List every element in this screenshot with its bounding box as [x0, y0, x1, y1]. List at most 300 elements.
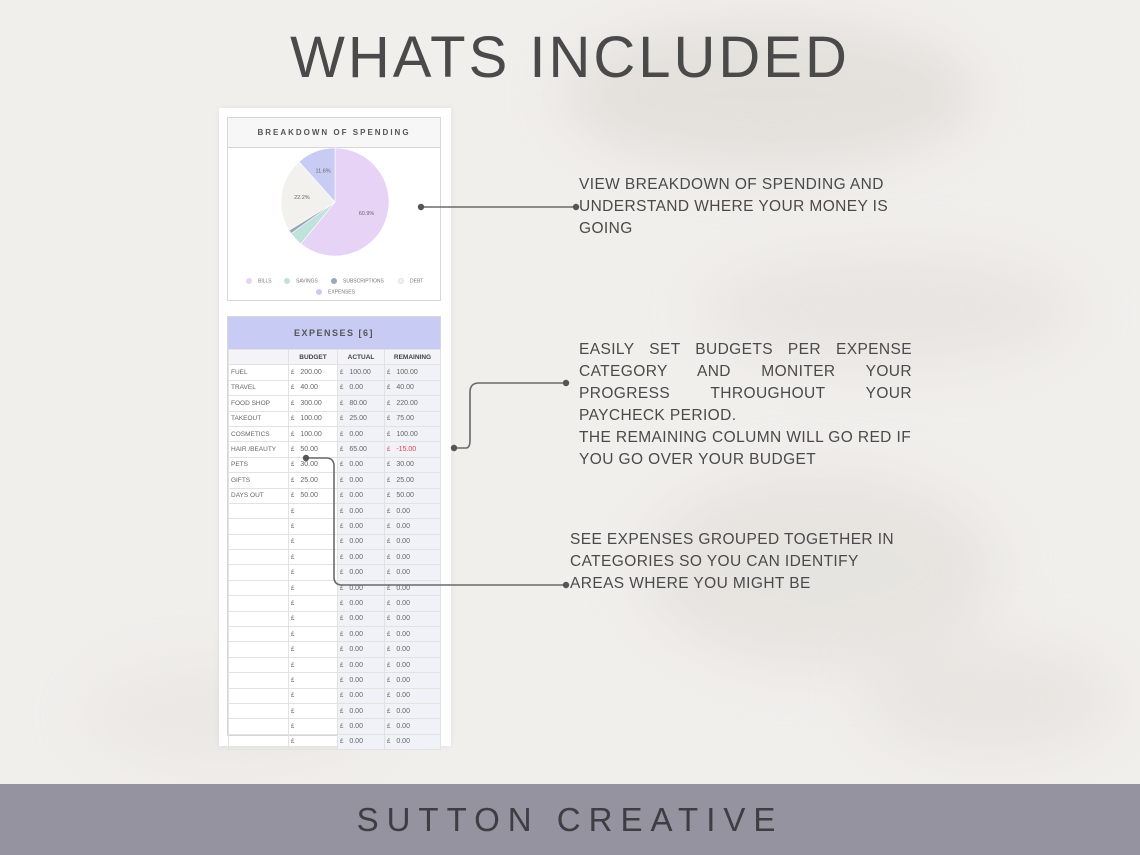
table-row — [229, 396, 441, 411]
currency-symbol: £ — [291, 600, 295, 607]
budget-cell-value: 100.00 — [300, 430, 322, 438]
budget-cell-value: 40.00 — [300, 384, 318, 392]
expense-category-cell-value: FUEL — [231, 369, 248, 377]
page-title: WHATS INCLUDED — [290, 25, 850, 90]
actual-cell[interactable] — [338, 596, 385, 611]
actual-cell[interactable] — [338, 457, 385, 472]
remaining-cell[interactable] — [385, 442, 441, 457]
description-grouped: SEE EXPENSES GROUPED TOGETHER IN CATEGORIES SO YOU CAN IDENTIFY AREAS WHERE YOU MIGHT BE — [570, 531, 895, 592]
currency-symbol: £ — [340, 724, 344, 731]
legend-swatch — [284, 278, 290, 284]
table-row — [229, 719, 441, 734]
remaining-cell[interactable] — [385, 519, 441, 534]
remaining-cell[interactable] — [385, 396, 441, 411]
remaining-cell-value: 0.00 — [396, 646, 410, 654]
legend-swatch — [398, 278, 404, 284]
legend-item-debt: DEBT — [398, 278, 423, 284]
legend-item-expenses: EXPENSES — [316, 289, 355, 295]
actual-cell-value: 0.00 — [349, 430, 363, 438]
budget-cell[interactable] — [289, 411, 338, 426]
currency-symbol: £ — [387, 539, 391, 546]
currency-symbol: £ — [340, 416, 344, 423]
currency-symbol: £ — [387, 616, 391, 623]
expense-category-cell[interactable] — [229, 396, 289, 411]
budget-cell-value: 50.00 — [300, 446, 318, 454]
remaining-cell-value: 0.00 — [396, 738, 410, 746]
actual-cell[interactable] — [338, 627, 385, 642]
table-row — [229, 534, 441, 549]
budget-cell[interactable] — [289, 611, 338, 626]
currency-symbol: £ — [340, 539, 344, 546]
expense-category-cell[interactable] — [229, 565, 289, 580]
budget-cell[interactable] — [289, 673, 338, 688]
currency-symbol: £ — [340, 447, 344, 454]
budget-cell[interactable] — [289, 457, 338, 472]
currency-symbol: £ — [291, 724, 295, 731]
column-header-budget: BUDGET — [289, 350, 338, 365]
table-row — [229, 426, 441, 441]
actual-cell-value: 0.00 — [349, 707, 363, 715]
remaining-cell-value: 220.00 — [396, 399, 418, 407]
currency-symbol: £ — [340, 631, 344, 638]
remaining-cell-value: 0.00 — [396, 615, 410, 623]
remaining-cell[interactable] — [385, 627, 441, 642]
currency-symbol: £ — [340, 462, 344, 469]
currency-symbol: £ — [340, 739, 344, 746]
expense-category-cell[interactable] — [229, 380, 289, 395]
expense-category-cell[interactable] — [229, 473, 289, 488]
actual-cell[interactable] — [338, 642, 385, 657]
currency-symbol: £ — [387, 385, 391, 392]
spreadsheet-preview — [219, 108, 451, 746]
budget-cell[interactable] — [289, 503, 338, 518]
table-row — [229, 488, 441, 503]
budget-cell[interactable] — [289, 734, 338, 749]
expense-category-cell[interactable] — [229, 365, 289, 380]
currency-symbol: £ — [387, 693, 391, 700]
currency-symbol: £ — [387, 631, 391, 638]
currency-symbol: £ — [291, 400, 295, 407]
currency-symbol: £ — [291, 616, 295, 623]
footer-brand: SUTTON CREATIVE — [0, 784, 1140, 855]
table-row — [229, 442, 441, 457]
currency-symbol: £ — [291, 462, 295, 469]
expense-category-cell-value: PETS — [231, 461, 248, 469]
table-row — [229, 565, 441, 580]
remaining-cell[interactable] — [385, 611, 441, 626]
actual-cell[interactable] — [338, 426, 385, 441]
currency-symbol: £ — [387, 708, 391, 715]
expense-category-cell[interactable] — [229, 411, 289, 426]
column-header-remaining: REMAINING — [385, 350, 441, 365]
expense-category-cell[interactable] — [229, 426, 289, 441]
connector-dot — [563, 582, 569, 588]
budget-cell[interactable] — [289, 426, 338, 441]
currency-symbol: £ — [291, 493, 295, 500]
remaining-cell-value: 0.00 — [396, 584, 410, 592]
currency-symbol: £ — [387, 493, 391, 500]
actual-cell[interactable] — [338, 473, 385, 488]
expenses-title: EXPENSES [6] — [228, 317, 440, 349]
currency-symbol: £ — [387, 508, 391, 515]
table-row — [229, 611, 441, 626]
actual-cell-value: 0.00 — [349, 615, 363, 623]
actual-cell-value: 0.00 — [349, 476, 363, 484]
budget-cell-value: 100.00 — [300, 415, 322, 423]
legend-swatch — [331, 278, 337, 284]
expense-category-cell[interactable] — [229, 719, 289, 734]
description-remaining-red: THE REMAINING COLUMN WILL GO RED IF YOU GO OVER YOUR BUDGET — [579, 429, 912, 468]
currency-symbol: £ — [291, 554, 295, 561]
column-header-actual: ACTUAL — [338, 350, 385, 365]
expense-category-cell[interactable] — [229, 442, 289, 457]
currency-symbol: £ — [340, 385, 344, 392]
actual-cell-value: 0.00 — [349, 384, 363, 392]
actual-cell[interactable] — [338, 442, 385, 457]
remaining-cell[interactable] — [385, 365, 441, 380]
remaining-cell-value: 25.00 — [396, 476, 414, 484]
currency-symbol: £ — [340, 508, 344, 515]
expense-category-cell-value: HAIR /BEAUTY — [231, 446, 277, 454]
legend-swatch — [316, 289, 322, 295]
budget-cell[interactable] — [289, 488, 338, 503]
remaining-cell[interactable] — [385, 457, 441, 472]
remaining-cell-value: 0.00 — [396, 538, 410, 546]
expense-category-cell-value: GIFTS — [231, 476, 251, 484]
remaining-cell[interactable] — [385, 703, 441, 718]
table-row — [229, 365, 441, 380]
actual-cell[interactable] — [338, 503, 385, 518]
currency-symbol: £ — [291, 431, 295, 438]
currency-symbol: £ — [340, 370, 344, 377]
table-row — [229, 627, 441, 642]
expenses-table-card — [227, 316, 441, 746]
actual-cell[interactable] — [338, 734, 385, 749]
actual-cell[interactable] — [338, 688, 385, 703]
table-row — [229, 703, 441, 718]
actual-cell-value: 65.00 — [349, 446, 367, 454]
actual-cell[interactable] — [338, 519, 385, 534]
budget-cell-value: 200.00 — [300, 369, 322, 377]
actual-cell[interactable] — [338, 719, 385, 734]
remaining-cell-value: 0.00 — [396, 676, 410, 684]
remaining-cell[interactable] — [385, 719, 441, 734]
actual-cell-value: 0.00 — [349, 738, 363, 746]
table-row — [229, 411, 441, 426]
currency-symbol: £ — [340, 570, 344, 577]
table-row — [229, 380, 441, 395]
table-row — [229, 503, 441, 518]
actual-cell[interactable] — [338, 611, 385, 626]
expense-category-cell[interactable] — [229, 550, 289, 565]
currency-symbol: £ — [340, 431, 344, 438]
remaining-cell[interactable] — [385, 596, 441, 611]
remaining-cell-value: 0.00 — [396, 630, 410, 638]
remaining-cell-value: 50.00 — [396, 492, 414, 500]
budget-cell[interactable] — [289, 442, 338, 457]
remaining-cell-value: 40.00 — [396, 384, 414, 392]
legend-item-subscriptions: SUBSCRIPTIONS — [331, 278, 384, 284]
expense-category-cell[interactable] — [229, 580, 289, 595]
expense-category-cell[interactable] — [229, 596, 289, 611]
remaining-cell-value: 0.00 — [396, 522, 410, 530]
actual-cell-value: 0.00 — [349, 723, 363, 731]
budget-cell[interactable] — [289, 473, 338, 488]
actual-cell-value: 0.00 — [349, 692, 363, 700]
actual-cell[interactable] — [338, 673, 385, 688]
remaining-cell[interactable] — [385, 580, 441, 595]
currency-symbol: £ — [291, 447, 295, 454]
actual-cell[interactable] — [338, 534, 385, 549]
actual-cell-value: 0.00 — [349, 522, 363, 530]
currency-symbol: £ — [387, 570, 391, 577]
currency-symbol: £ — [340, 647, 344, 654]
remaining-cell[interactable] — [385, 503, 441, 518]
budget-cell-value: 25.00 — [300, 476, 318, 484]
currency-symbol: £ — [340, 554, 344, 561]
pie-slice-label: 60.9% — [358, 211, 375, 218]
budget-cell[interactable] — [289, 719, 338, 734]
remaining-cell-value: 0.00 — [396, 661, 410, 669]
legend-item-bills: BILLS — [246, 278, 272, 284]
actual-cell[interactable] — [338, 396, 385, 411]
expense-category-cell-value: DAYS OUT — [231, 492, 264, 500]
remaining-cell[interactable] — [385, 473, 441, 488]
currency-symbol: £ — [387, 724, 391, 731]
expense-category-cell[interactable] — [229, 534, 289, 549]
actual-cell-value: 0.00 — [349, 553, 363, 561]
remaining-cell-value: 0.00 — [396, 723, 410, 731]
budget-cell[interactable] — [289, 365, 338, 380]
remaining-cell[interactable] — [385, 380, 441, 395]
pie-slice-label: 11.6% — [315, 168, 331, 175]
actual-cell-value: 0.00 — [349, 676, 363, 684]
actual-cell-value: 0.00 — [349, 646, 363, 654]
expense-category-cell[interactable] — [229, 488, 289, 503]
currency-symbol: £ — [291, 585, 295, 592]
actual-cell[interactable] — [338, 565, 385, 580]
currency-symbol: £ — [291, 739, 295, 746]
table-row — [229, 673, 441, 688]
currency-symbol: £ — [291, 385, 295, 392]
remaining-cell-value: 0.00 — [396, 692, 410, 700]
budget-cell[interactable] — [289, 580, 338, 595]
actual-cell-value: 0.00 — [349, 492, 363, 500]
remaining-cell[interactable] — [385, 642, 441, 657]
actual-cell[interactable] — [338, 488, 385, 503]
currency-symbol: £ — [387, 739, 391, 746]
actual-cell-value: 0.00 — [349, 599, 363, 607]
budget-cell[interactable] — [289, 380, 338, 395]
expense-category-cell[interactable] — [229, 611, 289, 626]
table-row — [229, 550, 441, 565]
expense-category-cell[interactable] — [229, 703, 289, 718]
currency-symbol: £ — [387, 431, 391, 438]
budget-cell[interactable] — [289, 657, 338, 672]
expense-category-cell-value: TAKEOUT — [231, 415, 262, 423]
description-breakdown: VIEW BREAKDOWN OF SPENDING AND UNDERSTAND WHERE YOUR MONEY IS GOING — [579, 176, 889, 237]
actual-cell-value: 100.00 — [349, 369, 371, 377]
table-row — [229, 596, 441, 611]
actual-cell[interactable] — [338, 550, 385, 565]
remaining-cell-value: 0.00 — [396, 569, 410, 577]
currency-symbol: £ — [291, 416, 295, 423]
currency-symbol: £ — [291, 693, 295, 700]
expense-category-cell[interactable] — [229, 673, 289, 688]
expense-category-cell[interactable] — [229, 657, 289, 672]
actual-cell-value: 0.00 — [349, 630, 363, 638]
currency-symbol: £ — [387, 554, 391, 561]
budget-cell[interactable] — [289, 534, 338, 549]
spending-breakdown-card — [227, 117, 441, 301]
remaining-cell[interactable] — [385, 534, 441, 549]
background-blur — [860, 640, 1120, 760]
currency-symbol: £ — [291, 708, 295, 715]
pie-slice-label: 22.2% — [294, 195, 310, 202]
legend-item-savings: SAVINGS — [284, 278, 318, 284]
currency-symbol: £ — [291, 647, 295, 654]
budget-cell[interactable] — [289, 396, 338, 411]
budget-cell[interactable] — [289, 642, 338, 657]
currency-symbol: £ — [387, 447, 391, 454]
budget-cell-value: 300.00 — [300, 399, 322, 407]
currency-symbol: £ — [340, 477, 344, 484]
currency-symbol: £ — [340, 693, 344, 700]
currency-symbol: £ — [340, 616, 344, 623]
table-header-row — [229, 350, 441, 365]
remaining-cell[interactable] — [385, 657, 441, 672]
currency-symbol: £ — [291, 631, 295, 638]
currency-symbol: £ — [387, 647, 391, 654]
column-header — [229, 350, 289, 365]
table-row — [229, 580, 441, 595]
budget-cell[interactable] — [289, 565, 338, 580]
actual-cell-value: 0.00 — [349, 461, 363, 469]
currency-symbol: £ — [340, 493, 344, 500]
remaining-cell[interactable] — [385, 550, 441, 565]
remaining-cell-value: 0.00 — [396, 553, 410, 561]
budget-cell[interactable] — [289, 688, 338, 703]
budget-cell-value: 30.00 — [300, 461, 318, 469]
connector-dot — [451, 445, 457, 451]
currency-symbol: £ — [387, 600, 391, 607]
currency-symbol: £ — [387, 462, 391, 469]
currency-symbol: £ — [340, 585, 344, 592]
remaining-cell-value: 0.00 — [396, 507, 410, 515]
description-budgets — [579, 339, 912, 471]
actual-cell[interactable] — [338, 657, 385, 672]
currency-symbol: £ — [387, 523, 391, 530]
expense-category-cell[interactable] — [229, 734, 289, 749]
actual-cell-value: 0.00 — [349, 584, 363, 592]
expenses-table — [228, 349, 441, 750]
currency-symbol: £ — [387, 400, 391, 407]
expense-category-cell[interactable] — [229, 457, 289, 472]
currency-symbol: £ — [340, 677, 344, 684]
actual-cell-value: 0.00 — [349, 507, 363, 515]
budget-cell[interactable] — [289, 519, 338, 534]
actual-cell-value: 0.00 — [349, 661, 363, 669]
remaining-cell-value: 75.00 — [396, 415, 414, 423]
remaining-cell[interactable] — [385, 565, 441, 580]
currency-symbol: £ — [340, 662, 344, 669]
remaining-cell[interactable] — [385, 488, 441, 503]
table-row — [229, 473, 441, 488]
remaining-cell-value: 0.00 — [396, 707, 410, 715]
remaining-cell-value: 100.00 — [396, 369, 418, 377]
actual-cell[interactable] — [338, 411, 385, 426]
currency-symbol: £ — [291, 570, 295, 577]
budget-cell[interactable] — [289, 550, 338, 565]
remaining-cell[interactable] — [385, 734, 441, 749]
expense-category-cell-value: TRAVEL — [231, 384, 256, 392]
table-row — [229, 519, 441, 534]
currency-symbol: £ — [387, 477, 391, 484]
expense-category-cell[interactable] — [229, 642, 289, 657]
currency-symbol: £ — [340, 400, 344, 407]
currency-symbol: £ — [387, 416, 391, 423]
actual-cell-value: 0.00 — [349, 569, 363, 577]
table-row — [229, 734, 441, 749]
actual-cell[interactable] — [338, 580, 385, 595]
connector-line-budgets — [454, 383, 566, 448]
budget-cell[interactable] — [289, 703, 338, 718]
expense-category-cell[interactable] — [229, 503, 289, 518]
currency-symbol: £ — [387, 677, 391, 684]
expense-category-cell[interactable] — [229, 519, 289, 534]
table-row — [229, 642, 441, 657]
actual-cell-value: 0.00 — [349, 538, 363, 546]
remaining-cell-value: -15.00 — [396, 446, 417, 454]
budget-cell-value: 50.00 — [300, 492, 318, 500]
remaining-cell[interactable] — [385, 688, 441, 703]
currency-symbol: £ — [340, 708, 344, 715]
actual-cell[interactable] — [338, 703, 385, 718]
expense-category-cell[interactable] — [229, 627, 289, 642]
currency-symbol: £ — [291, 370, 295, 377]
currency-symbol: £ — [291, 677, 295, 684]
actual-cell-value: 80.00 — [349, 399, 367, 407]
currency-symbol: £ — [340, 600, 344, 607]
pie-card-title: BREAKDOWN OF SPENDING — [228, 118, 440, 148]
remaining-cell-value: 100.00 — [396, 430, 418, 438]
currency-symbol: £ — [340, 523, 344, 530]
table-row — [229, 688, 441, 703]
description-budgets-main: EASILY SET BUDGETS PER EXPENSE CATEGORY AND MONITER YOUR PROGRESS THROUGHOUT YOUR PAYCHECK PERIOD. — [579, 341, 912, 424]
remaining-cell[interactable] — [385, 426, 441, 441]
legend-swatch — [246, 278, 252, 284]
actual-cell[interactable] — [338, 365, 385, 380]
table-row — [229, 657, 441, 672]
budget-cell[interactable] — [289, 596, 338, 611]
connector-dot — [563, 380, 569, 386]
remaining-cell[interactable] — [385, 673, 441, 688]
currency-symbol: £ — [387, 662, 391, 669]
table-row — [229, 457, 441, 472]
currency-symbol: £ — [387, 370, 391, 377]
remaining-cell[interactable] — [385, 411, 441, 426]
expense-category-cell-value: COSMETICS — [231, 430, 270, 438]
currency-symbol: £ — [291, 662, 295, 669]
currency-symbol: £ — [291, 508, 295, 515]
currency-symbol: £ — [387, 585, 391, 592]
actual-cell-value: 25.00 — [349, 415, 367, 423]
expense-category-cell[interactable] — [229, 688, 289, 703]
currency-symbol: £ — [291, 523, 295, 530]
actual-cell[interactable] — [338, 380, 385, 395]
remaining-cell-value: 30.00 — [396, 461, 414, 469]
budget-cell[interactable] — [289, 627, 338, 642]
